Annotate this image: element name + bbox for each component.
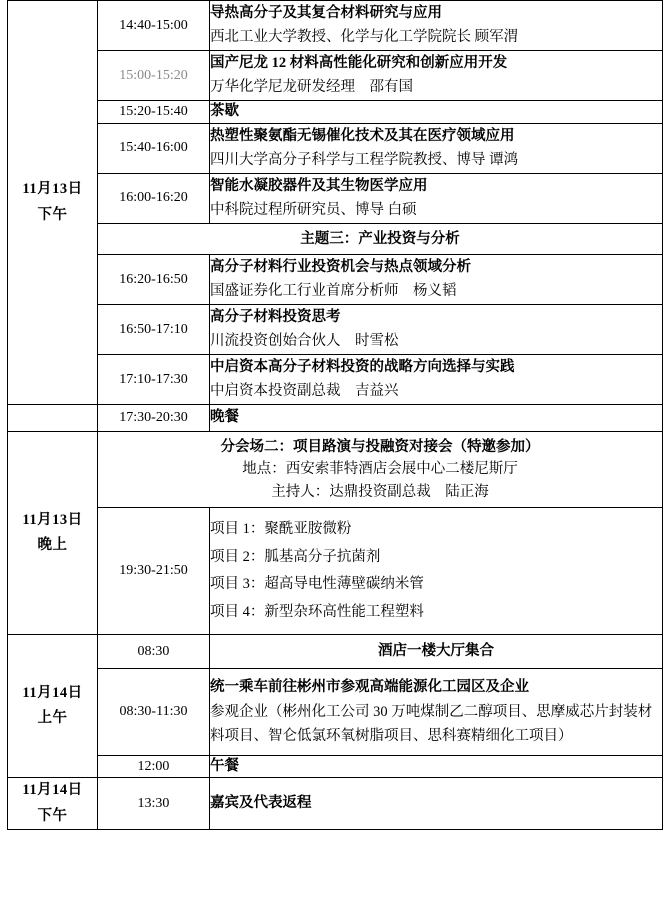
table-row — [8, 1, 663, 51]
table-row — [8, 51, 663, 101]
table-row-evening-projects — [8, 508, 663, 635]
time-cell — [98, 255, 210, 305]
session-cell — [210, 255, 663, 305]
time-text: 13:30 — [137, 795, 170, 811]
session-cell — [210, 101, 663, 124]
evening-header-title: 分会场二：项目路演与投融资对接会（特邀参加） — [220, 438, 540, 455]
evening-header-cell — [98, 431, 663, 507]
table-row — [8, 635, 663, 668]
theme-heading: 主题三：产业投资与分析 — [98, 223, 663, 254]
session-speaker: 中启资本投资副总裁 吉益兴 — [210, 383, 399, 400]
table-row — [8, 668, 663, 755]
table-row — [8, 101, 663, 124]
time-cell — [98, 1, 210, 51]
date-cell-nov14-morning — [8, 635, 98, 778]
session-speaker: 万华化学尼龙研发经理 邵有国 — [210, 79, 413, 96]
time-cell — [98, 778, 210, 830]
session-title: 智能水凝胶器件及其生物医学应用 — [210, 177, 428, 194]
time-text: 12:00 — [137, 758, 170, 774]
time-cell — [98, 101, 210, 124]
time-text: 17:30-20:30 — [119, 410, 188, 426]
gather-label: 酒店一楼大厅集合 — [210, 635, 663, 668]
time-text: 16:20-16:50 — [119, 271, 188, 287]
session-speaker: 四川大学高分子科学与工程学院教授、博导 谭鸿 — [210, 151, 519, 168]
table-row — [8, 755, 663, 778]
time-cell — [98, 123, 210, 173]
evening-header-location: 地点：西安索菲特酒店会展中心二楼尼斯厅 — [242, 461, 518, 478]
list-item: 项目 1：聚酰亚胺微粉 — [210, 521, 352, 538]
session-title: 茶歇 — [210, 103, 239, 120]
dinner-label: 晚餐 — [210, 409, 239, 426]
time-text: 16:50-17:10 — [119, 321, 188, 337]
session-title: 热塑性聚氨酯无锡催化技术及其在医疗领域应用 — [210, 127, 515, 144]
list-item: 项目 3：超高导电性薄壁碳纳米管 — [210, 576, 424, 593]
return-label: 嘉宾及代表返程 — [210, 794, 312, 811]
lunch-label: 午餐 — [210, 757, 239, 774]
list-item: 项目 4：新型杂环高性能工程塑料 — [210, 603, 424, 620]
date-line-2: 下午 — [37, 807, 68, 824]
visit-title: 统一乘车前往彬州市参观高端能源化工园区及企业 — [210, 678, 529, 695]
session-speaker: 中科院过程所研究员、博导 白硕 — [210, 201, 417, 218]
evening-header-host: 主持人：达鼎投资副总裁 陆正海 — [271, 483, 489, 500]
agenda-table — [7, 0, 663, 830]
time-text: 16:00-16:20 — [119, 190, 188, 206]
dinner-cell — [210, 405, 663, 431]
session-speaker: 国盛证券化工行业首席分析师 杨义韬 — [210, 283, 457, 300]
visit-cell — [210, 668, 663, 755]
table-row — [8, 173, 663, 223]
project-list-cell — [210, 508, 663, 635]
table-row — [8, 255, 663, 305]
session-cell — [210, 1, 663, 51]
session-cell — [210, 355, 663, 405]
date-cell-empty — [8, 405, 98, 431]
session-cell — [210, 123, 663, 173]
date-cell-nov13-evening — [8, 431, 98, 635]
table-row — [8, 778, 663, 830]
session-cell — [210, 173, 663, 223]
visit-detail: 参观企业（彬州化工公司 30 万吨煤制乙二醇项目、思摩威芯片封装材料项目、智仑低氯环氧树脂项目、思科赛精细化工项目） — [210, 703, 653, 744]
date-line-2: 晚上 — [37, 537, 68, 554]
date-line-1: 11月14日 — [22, 782, 83, 799]
date-line-2: 上午 — [37, 710, 68, 727]
table-row — [8, 123, 663, 173]
session-speaker: 西北工业大学教授、化学与化工学院院长 顾军渭 — [210, 29, 519, 46]
date-cell-nov14-afternoon — [8, 778, 98, 830]
session-title: 高分子材料行业投资机会与热点领域分析 — [210, 259, 471, 276]
date-line-1: 11月14日 — [22, 685, 83, 702]
lunch-cell — [210, 755, 663, 778]
table-row — [8, 355, 663, 405]
time-cell — [98, 305, 210, 355]
time-cell — [98, 635, 210, 668]
date-cell-nov13-afternoon — [8, 1, 98, 405]
session-cell — [210, 305, 663, 355]
list-item: 项目 2：胍基高分子抗菌剂 — [210, 548, 381, 565]
time-cell — [98, 173, 210, 223]
session-title: 高分子材料投资思考 — [210, 309, 341, 326]
date-line-1: 11月13日 — [22, 511, 83, 528]
session-cell — [210, 51, 663, 101]
table-row-theme — [8, 223, 663, 254]
time-text: 15:00-15:20 — [119, 67, 188, 83]
time-text: 15:20-15:40 — [119, 103, 188, 119]
time-cell — [98, 755, 210, 778]
session-title: 中启资本高分子材料投资的战略方向选择与实践 — [210, 359, 515, 376]
session-speaker: 川流投资创始合伙人 时雪松 — [210, 333, 399, 350]
time-text: 08:30 — [137, 643, 170, 659]
time-cell — [98, 668, 210, 755]
time-cell — [98, 405, 210, 431]
date-line-1: 11月13日 — [22, 181, 83, 198]
time-text: 08:30-11:30 — [119, 703, 188, 719]
return-cell — [210, 778, 663, 830]
time-cell — [98, 355, 210, 405]
session-title: 国产尼龙 12 材料高性能化研究和创新应用开发 — [210, 55, 508, 72]
date-line-2: 下午 — [37, 206, 68, 223]
time-text: 17:10-17:30 — [119, 371, 188, 387]
table-row-dinner — [8, 405, 663, 431]
table-row-evening-header — [8, 431, 663, 507]
time-text: 14:40-15:00 — [119, 17, 188, 33]
table-row — [8, 305, 663, 355]
time-cell — [98, 51, 210, 101]
time-text: 19:30-21:50 — [119, 563, 188, 579]
session-title: 导热高分子及其复合材料研究与应用 — [210, 5, 442, 21]
time-cell — [98, 508, 210, 635]
time-text: 15:40-16:00 — [119, 140, 188, 156]
